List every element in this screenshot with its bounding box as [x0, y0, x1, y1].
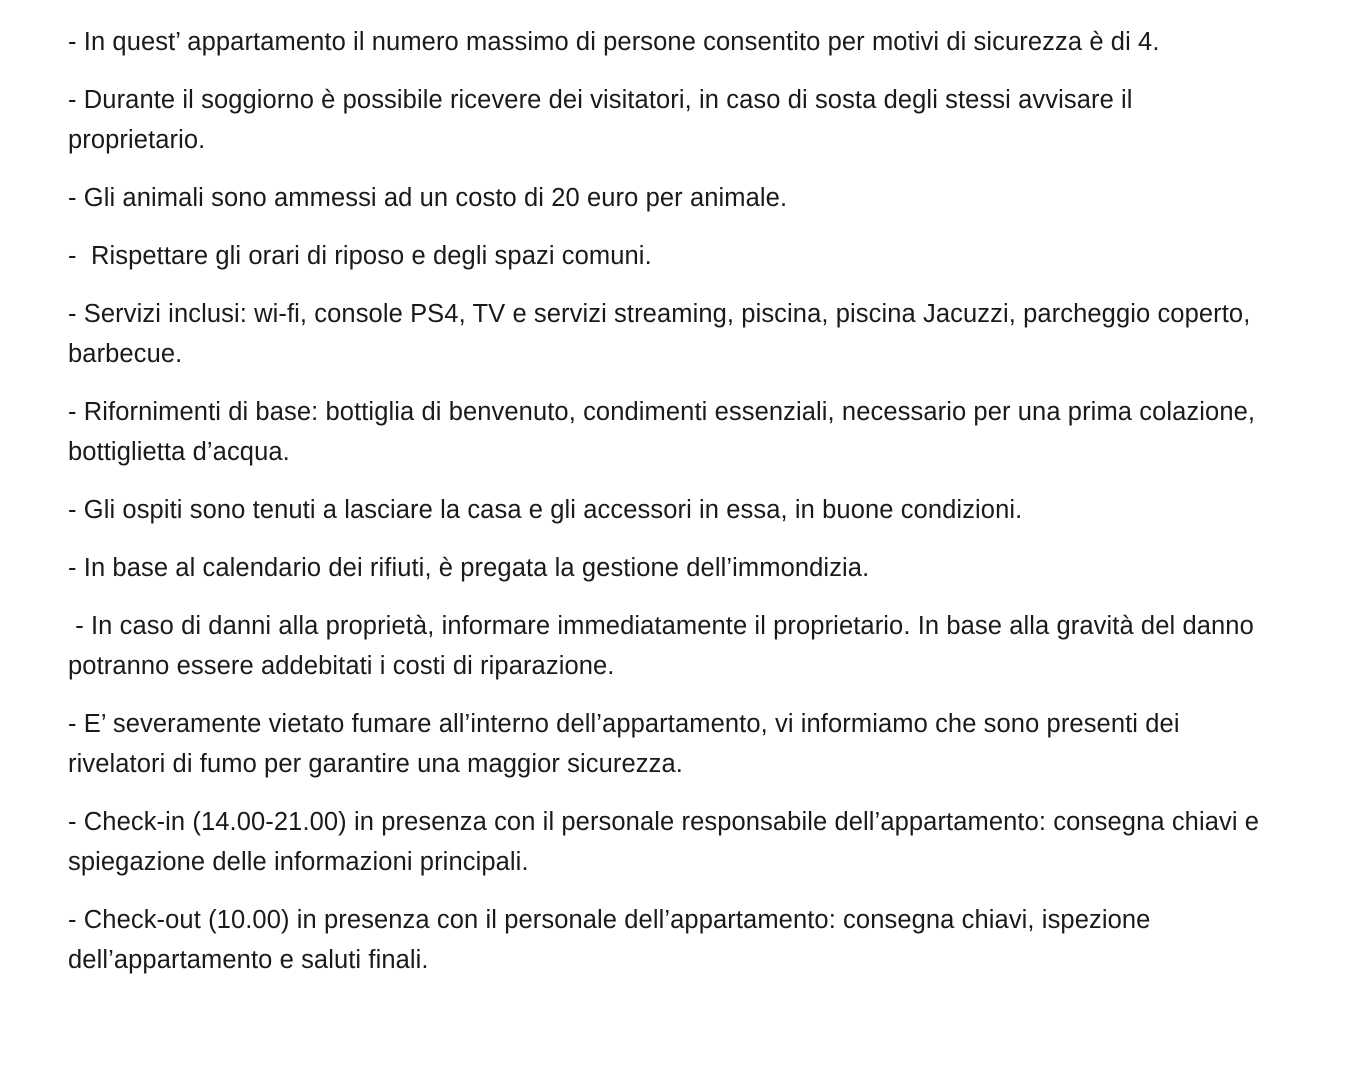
rule-quiet-hours: - Rispettare gli orari di riposo e degli spazi comuni.	[68, 242, 652, 270]
rule-check-out: - Check-out (10.00) in presenza con il personale dell’appartamento: consegna chiavi, ispezione dell’appartamento e saluti finali.	[68, 906, 1158, 974]
rule-waste-management: - In base al calendario dei rifiuti, è pregata la gestione dell’immondizia.	[68, 554, 870, 582]
rule-pets: - Gli animali sono ammessi ad un costo di 20 euro per animale.	[68, 184, 788, 212]
rule-check-in: - Check-in (14.00-21.00) in presenza con il personale responsabile dell’appartamento: consegna chiavi e spiegazione delle informazioni principali.	[68, 808, 1267, 876]
rule-basic-supplies: - Rifornimenti di base: bottiglia di benvenuto, condimenti essenziali, necessario per una prima colazione, bottiglietta d’acqua.	[68, 398, 1263, 466]
rule-included-services: - Servizi inclusi: wi-fi, console PS4, TV e servizi streaming, piscina, piscina Jacuzzi, parcheggio coperto, barbecue.	[68, 300, 1258, 368]
rule-max-guests: - In quest’ appartamento il numero massimo di persone consentito per motivi di sicurezza è di 4.	[68, 28, 1160, 56]
rule-house-condition: - Gli ospiti sono tenuti a lasciare la casa e gli accessori in essa, in buone condizioni.	[68, 496, 1023, 524]
rule-visitors: - Durante il soggiorno è possibile ricevere dei visitatori, in caso di sosta degli stessi avvisare il proprietario.	[68, 86, 1140, 154]
house-rules-document	[68, 22, 1268, 998]
rule-damages: - In caso di danni alla proprietà, informare immediatamente il proprietario. In base alla gravità del danno potranno essere addebitati i costi di riparazione.	[68, 612, 1262, 680]
rule-no-smoking: - E’ severamente vietato fumare all’interno dell’appartamento, vi informiamo che sono presenti dei rivelatori di fumo per garantire una maggior sicurezza.	[68, 710, 1187, 778]
